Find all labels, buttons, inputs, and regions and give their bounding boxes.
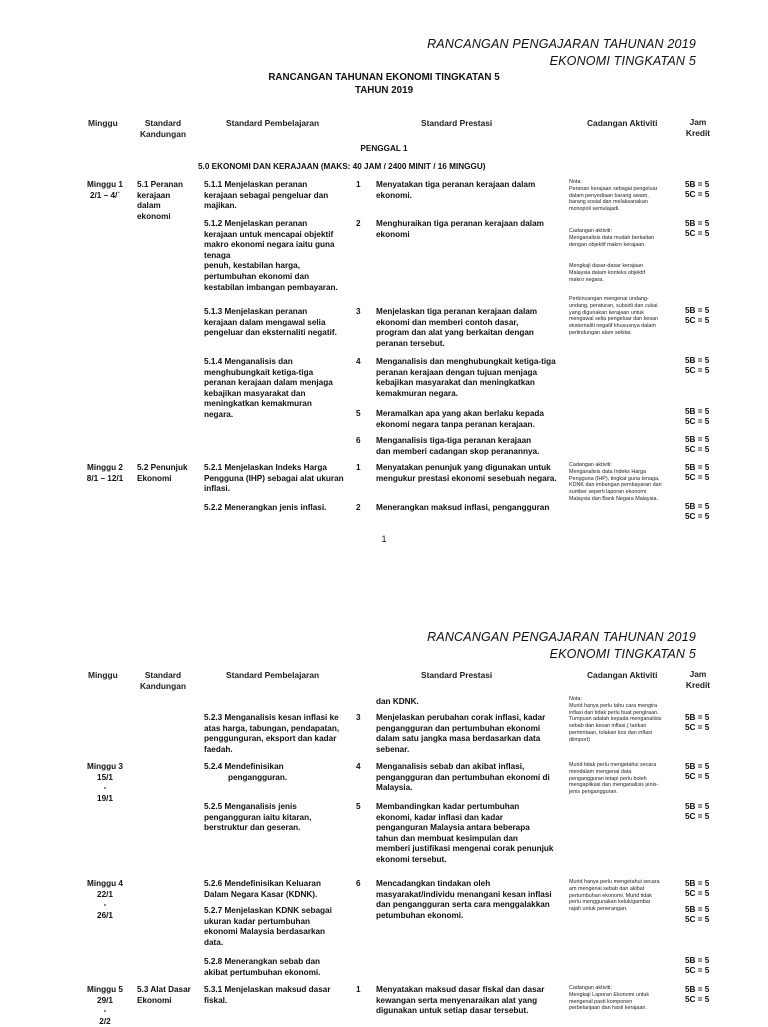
aktiviti-note-pengangguran: [569, 762, 681, 796]
pr-line: Menjelaskan perubahan corak inflasi, kadar: [376, 713, 546, 722]
col-jam-line1: Jam: [689, 117, 707, 127]
sp-line: 5.1.4 Menganalisis dan: [204, 357, 293, 366]
level-number: 3: [356, 713, 361, 722]
prestasi-p2-w5-1: [376, 985, 566, 1017]
jam-5c: 5C = 5: [685, 189, 710, 199]
ca-line: perbelanjaan dan hasil kerajaan.: [569, 1005, 647, 1012]
prestasi-p2-3: [376, 713, 566, 755]
jam-5c: 5C = 5: [685, 994, 710, 1004]
jam-5b: 5B = 5: [685, 956, 710, 965]
sk-line: 5.3 Alat Dasar: [137, 985, 191, 994]
ca-line: mendalam mengenai data: [569, 768, 632, 775]
pr-line: dalam satu jangka masa berdasarkan data: [376, 734, 541, 744]
jam-kredit: [685, 356, 725, 376]
jam-kredit: [685, 713, 725, 733]
jam-5c: 5C = 5: [685, 965, 710, 975]
jam-kredit: [685, 180, 725, 200]
ca-line: KDNK dan imbangan pembayaran dari: [569, 482, 662, 489]
sp-line: kestabilan imbangan pembayaran.: [204, 282, 338, 292]
ca-line: undang, peraturan, subsidi dan cukai: [569, 302, 658, 309]
level-number: 3: [356, 307, 361, 316]
col-jam-kredit: [680, 669, 716, 690]
level-number: 1: [356, 985, 361, 994]
pr-line: kebajikan masyarakat dan meningkatkan: [376, 378, 535, 388]
sp-line: 5.2.2 Menerangkan jenis inflasi.: [204, 503, 327, 512]
col-jam-line2: Kredit: [685, 127, 711, 138]
pr-line: ekonomi.: [376, 190, 412, 200]
jam-kredit: [685, 435, 725, 455]
aktiviti-note-pertumbuhan: [569, 879, 681, 913]
sp-5-2-4: [204, 762, 354, 783]
ca-line: mengawal selia pengeluar dan kesan: [569, 316, 659, 323]
col-standard-pembelajaran: Standard Pembelajaran: [226, 670, 320, 680]
week-4-end: 26/1: [97, 910, 113, 920]
sp-5-3-1: [204, 985, 354, 1006]
pr-line: Menganalisis sebab dan akibat inflasi,: [376, 762, 525, 771]
jam-5c: 5C = 5: [685, 771, 710, 781]
header-line-1: RANCANGAN PENGAJARAN TAHUNAN 2019: [427, 37, 696, 51]
pr-line: pengangguran dan pertumbuhan ekonomi di: [376, 772, 550, 782]
jam-kredit: [685, 407, 725, 427]
sk-5-1: [137, 180, 197, 222]
ca-line: dengan objektif makro kerajaan.: [569, 241, 646, 248]
sp-5-2-8: [204, 957, 354, 978]
week-4-label: Minggu 4: [87, 879, 123, 888]
week-3-start: 15/1: [97, 772, 113, 782]
pr-line: Menganalisis tiga-tiga peranan kerajaan: [376, 436, 532, 445]
pr-line: kewangan serta menyenaraikan alat yang: [376, 995, 538, 1005]
week-5-label: Minggu 5: [87, 985, 123, 994]
unit-title: 5.0 EKONOMI DAN KERAJAAN (MAKS: 40 JAM / 2400 MINIT / 16 MINGGU): [198, 162, 486, 171]
ca-line: Menganalisis data mudah berkaitan: [569, 234, 655, 241]
sp-line: pengangguran iaitu kitaran,: [204, 812, 312, 822]
pr-line: Malaysia.: [376, 783, 413, 793]
sp-line: majikan.: [204, 201, 237, 211]
sp-line: penggunguran, eksport dan kadar: [204, 734, 337, 744]
week-4-dash: -: [103, 900, 107, 910]
week-1-date: 2/1 – 4/`: [89, 190, 121, 200]
pr-line: dan memberi cadangan skop peranannya.: [376, 446, 540, 456]
level-number: 4: [356, 357, 361, 366]
pr-line: peranan tersebut.: [376, 338, 445, 348]
jam-5b: 5B = 5: [685, 435, 710, 444]
col-standard-kandungan: [128, 670, 198, 691]
sp-line: peranan kerajaan dalam menjaga: [204, 378, 333, 388]
ca-line: permintaan, tolakan kos dan inflasi: [569, 729, 653, 736]
jam-5b: 5B = 5: [685, 180, 710, 189]
sp-line: atas harga, tabungan, pendapatan,: [204, 723, 340, 733]
penggal-label: PENGGAL 1: [360, 144, 408, 153]
week-1-label: Minggu 1: [87, 180, 123, 189]
sp-line: pengeluar dan eksternaliti negatif.: [204, 328, 337, 338]
ca-line: eksternaliti negatif khususnya dalam: [569, 323, 656, 330]
header-line-2: EKONOMI TINGKATAN 5: [549, 54, 696, 68]
jam-kredit: [685, 502, 725, 522]
sp-line: ukuran kadar pertumbuhan: [204, 916, 311, 926]
pr-line: Menyatakan penunjuk yang digunakan untuk: [376, 463, 551, 472]
header-line-2: EKONOMI TINGKATAN 5: [549, 647, 696, 661]
sp-line: 5.2.8 Menerangkan sebab dan: [204, 957, 321, 966]
pr-line: Menerangkan maksud inflasi, pengangguran: [376, 503, 550, 512]
col-sk-line1: Standard: [144, 670, 182, 680]
ca-line: Murid hanya perlu mengetahui secara: [569, 879, 660, 885]
jam-5b: 5B = 5: [685, 762, 710, 771]
jam-5c: 5C = 5: [685, 472, 710, 482]
pr-line: petumbuhan ekonomi.: [376, 910, 464, 920]
sk-line: dalam: [137, 201, 161, 211]
week-5-dash: -: [103, 1006, 107, 1016]
week-5: [78, 985, 132, 1027]
week-3: [78, 762, 132, 804]
col-jam-kredit: [680, 117, 716, 138]
aktiviti-note-3: [569, 263, 679, 283]
sp-line: 5.2.6 Mendefinisikan Keluaran: [204, 879, 321, 888]
col-standard-pembelajaran: Standard Pembelajaran: [226, 118, 320, 128]
sp-line: inflasi.: [204, 484, 230, 494]
prestasi-4: [376, 357, 562, 399]
jam-5b: 5B = 5: [685, 407, 710, 416]
prestasi-6: [376, 436, 562, 457]
ca-line: Nota:: [569, 179, 582, 185]
pr-line: penganguran Malaysia antara beberapa: [376, 823, 530, 833]
sp-line: 5.2.1 Menjelaskan Indeks Harga: [204, 463, 327, 472]
pr-line: ekonomi: [376, 229, 410, 239]
prestasi-3: [376, 307, 562, 349]
aktiviti-note-fiskal: [569, 985, 681, 1012]
jam-kredit: [685, 306, 725, 326]
col-cadangan-aktiviti: Cadangan Aktiviti: [587, 118, 658, 128]
level-number: 1: [356, 180, 361, 189]
sp-line: tenaga: [204, 250, 231, 260]
ca-line: monopoli semulajadi.: [569, 206, 620, 213]
sp-line: kerajaan sebagai pengeluar dan: [204, 190, 329, 200]
ca-line: jenis pengangguran.: [569, 789, 618, 796]
ca-line: Peranan kerajaan sebagai pengeluar: [569, 185, 658, 192]
level-number: 6: [356, 436, 361, 445]
week-5-end: 2/2: [99, 1016, 111, 1026]
col-jam-line1: Jam: [689, 669, 707, 679]
ca-line: Nota:: [569, 696, 582, 702]
sp-line: akibat pertumbuhan ekonomi.: [204, 967, 321, 977]
jam-5b: 5B = 5: [685, 502, 710, 511]
ca-line: Mengkaji Laporan Ekonomi untuk: [569, 991, 650, 998]
pr-line: Mencadangkan tindakan oleh: [376, 879, 491, 888]
page-header: [427, 629, 696, 663]
sp-line: data.: [204, 937, 224, 947]
jam-5b: 5B = 5: [685, 879, 710, 888]
sp-line: 5.2.5 Menganalisis jenis: [204, 802, 297, 811]
sp-5-2-2: [204, 503, 354, 514]
jam-5b: 5B = 5: [685, 802, 710, 811]
jam-kredit: [685, 762, 725, 782]
sp-line: Pengguna (IHP) sebagai alat ukuran: [204, 473, 344, 483]
col-cadangan-aktiviti: Cadangan Aktiviti: [587, 670, 658, 680]
jam-5c: 5C = 5: [685, 444, 710, 454]
sp-line: berstruktur dan geseran.: [204, 823, 301, 833]
ca-line: am mengenai sebab dan akibat: [569, 885, 645, 892]
jam-5c: 5C = 5: [685, 722, 710, 732]
jam-5b: 5B = 5: [685, 905, 710, 914]
aktiviti-note-1: [569, 179, 679, 213]
sk-line: kerajaan: [137, 190, 171, 200]
jam-kredit: [685, 956, 725, 976]
jam-5b: 5B = 5: [685, 463, 710, 472]
ca-line: mengenal pasti komponen: [569, 998, 633, 1005]
sk-line: Ekonomi: [137, 473, 172, 483]
level-number: 2: [356, 219, 361, 228]
sk-5-2: [137, 463, 197, 484]
prestasi-continued: dan KDNK.: [376, 697, 419, 706]
pr-line: Menganalisis dan menghubungkait ketiga-tiga: [376, 357, 556, 366]
sp-line: 5.2.7 Menjelaskan KDNK sebagai: [204, 906, 332, 915]
sp-5-1-4: [204, 357, 352, 421]
pr-line: Menjelaskan tiga peranan kerajaan dalam: [376, 307, 538, 316]
pr-line: kemakmuran negara.: [376, 388, 458, 398]
document-title: RANCANGAN TAHUNAN EKONOMI TINGKATAN 5: [268, 72, 500, 83]
pr-line: dan pengangguran serta cara menggalakkan: [376, 900, 550, 910]
aktiviti-note-w2: [569, 462, 681, 503]
ca-line: diimport): [569, 736, 590, 743]
col-sk-line2: Kandungan: [139, 128, 187, 139]
col-jam-line2: Kredit: [685, 679, 711, 690]
jam-5b: 5B = 5: [685, 219, 710, 228]
jam-5c: 5C = 5: [685, 811, 710, 821]
ca-line: sumber seperti laporan ekonomi: [569, 489, 647, 496]
sp-5-1-2: [204, 219, 352, 293]
week-2-label: Minggu 2: [87, 463, 123, 472]
ca-line: yang digunakan kerajaan untuk: [569, 309, 644, 316]
jam-5b: 5B = 5: [685, 356, 710, 365]
pr-line: pengangguran dan pertumbuhan ekonomi: [376, 723, 541, 733]
sp-line: penuh, kestabilan harga,: [204, 261, 300, 271]
jam-kredit: [685, 879, 725, 899]
level-number: 1: [356, 463, 361, 472]
pr-line: ekonomi negara tanpa peranan kerajaan.: [376, 419, 535, 429]
ca-line: Murid hanya perlu tahu cara mengira: [569, 702, 658, 709]
week-1: [78, 180, 132, 201]
ca-line: Pengguna (IHP), tingkat guna tenaga,: [569, 475, 660, 482]
ca-line: pertumbuhan ekonomi. Murid tidak: [569, 892, 652, 899]
level-number: 2: [356, 503, 361, 512]
sp-line: 5.3.1 Menjelaskan maksud dasar: [204, 985, 331, 994]
level-number: 5: [356, 409, 361, 418]
sk-line: ekonomi: [137, 211, 171, 221]
pr-line: sebenar.: [376, 744, 410, 754]
sp-line: 5.2.3 Menganalisis kesan inflasi ke: [204, 713, 339, 722]
week-4: [78, 879, 132, 921]
pr-line: Menyatakan tiga peranan kerajaan dalam: [376, 180, 536, 189]
ca-line: Tumpuan adalah kepada menganalisis: [569, 716, 662, 723]
pr-line: Menghuraikan tiga peranan kerajaan dalam: [376, 219, 544, 228]
jam-5c: 5C = 5: [685, 888, 710, 898]
col-standard-prestasi: Standard Prestasi: [421, 670, 493, 680]
jam-kredit: [685, 905, 725, 925]
jam-kredit: [685, 985, 725, 1005]
pr-line: ekonomi, kadar inflasi dan kadar: [376, 812, 503, 822]
sp-5-2-3: [204, 713, 354, 755]
sk-line: Ekonomi: [137, 995, 172, 1005]
ca-line: Cadangan aktiviti:: [569, 985, 612, 991]
sp-line: negara.: [204, 409, 234, 419]
ca-line: perlu menggunakan keluk/gambar: [569, 899, 651, 906]
pr-line: program dan alat yang berkaitan dengan: [376, 328, 534, 338]
aktiviti-note-2: [569, 228, 679, 248]
ca-line: inflasi dan tidak perlu buat pengiraan.: [569, 709, 659, 716]
pr-line: memberi justifikasi mengenai corak penunjuk: [376, 844, 554, 854]
prestasi-p2-5: [376, 802, 566, 866]
sp-line: Dalam Negara Kasar (KDNK).: [204, 889, 318, 899]
week-5-start: 29/1: [97, 995, 113, 1005]
col-standard-prestasi: Standard Prestasi: [421, 118, 493, 128]
ca-line: Murid tidak perlu mengetahui secara: [569, 762, 657, 768]
sp-line: makro ekonomi negara iaitu guna: [204, 240, 335, 250]
prestasi-5: [376, 409, 562, 430]
sp-line: kebajikan masyarakat dan: [204, 388, 306, 398]
pr-line: ekonomi tersebut.: [376, 854, 447, 864]
sp-5-2-6: [204, 879, 354, 900]
pr-line: tahun dan membuat kesimpulan dan: [376, 833, 518, 843]
week-3-dash: -: [103, 783, 107, 793]
prestasi-2: [376, 219, 562, 240]
ca-line: sebab dan kesan inflasi.( tarikan: [569, 723, 647, 730]
sp-line: 5.1.2 Menjelaskan peranan: [204, 219, 308, 228]
aktiviti-note-inflasi: [569, 696, 681, 744]
sp-5-1-3: [204, 307, 352, 339]
prestasi-1: [376, 180, 562, 201]
jam-5c: 5C = 5: [685, 914, 710, 924]
ca-line: dalam penyediaan barang awam,: [569, 192, 649, 199]
sp-5-2-7: [204, 906, 354, 948]
prestasi-p2-4: [376, 762, 566, 794]
ca-line: Mengkaji dasar-dasar kerajaan: [569, 263, 644, 269]
jam-kredit: [685, 219, 725, 239]
col-sk-line1: Standard: [144, 118, 182, 128]
sp-line: fiskal.: [204, 995, 228, 1005]
level-number: 5: [356, 802, 361, 811]
sp-line: 5.2.4 Mendefinisikan: [204, 762, 284, 771]
jam-5b: 5B = 5: [685, 985, 710, 994]
header-line-1: RANCANGAN PENGAJARAN TAHUNAN 2019: [427, 630, 696, 644]
jam-5c: 5C = 5: [685, 365, 710, 375]
pr-line: ekonomi dan memberi contoh dasar,: [376, 317, 519, 327]
ca-line: Menganalisis data Indeks Harga: [569, 468, 647, 475]
sp-line: 5.1.1 Menjelaskan peranan: [204, 180, 308, 189]
jam-5b: 5B = 5: [685, 713, 710, 722]
pr-line: Membandingkan kadar pertumbuhan: [376, 802, 520, 811]
week-3-label: Minggu 3: [87, 762, 123, 771]
sp-line: meningkatkan kemakmuran: [204, 399, 312, 409]
sk-line: 5.2 Penunjuk: [137, 463, 188, 472]
sp-5-1-1: [204, 180, 352, 212]
jam-5c: 5C = 5: [685, 315, 710, 325]
sp-line: pertumbuhan ekonomi dan: [204, 271, 310, 281]
jam-5c: 5C = 5: [685, 511, 710, 521]
sk-5-3: [137, 985, 201, 1006]
ca-line: pengangguran tetapi perlu boleh: [569, 775, 647, 782]
page-header: [427, 36, 696, 70]
ca-line: Perbincangan mengenai undang-: [569, 296, 649, 302]
week-2: [78, 463, 132, 484]
pr-line: Meramalkan apa yang akan berlaku kepada: [376, 409, 544, 418]
document-year: TAHUN 2019: [354, 85, 414, 96]
week-2-date: 8/1 – 12/1: [86, 473, 124, 483]
sp-line: menghubungkait ketiga-tiga: [204, 367, 314, 377]
aktiviti-note-4: [569, 296, 681, 337]
pr-line: peranan kerajaan dengan tujuan menjaga: [376, 367, 538, 377]
sp-line: pengangguran.: [228, 772, 288, 782]
jam-kredit: [685, 463, 725, 483]
jam-5b: 5B = 5: [685, 306, 710, 315]
ca-line: Cadangan aktiviti:: [569, 228, 612, 234]
col-minggu: Minggu: [88, 118, 118, 128]
sp-line: faedah.: [204, 744, 233, 754]
level-number: 4: [356, 762, 361, 771]
ca-line: barang sosial dan melaksanakan: [569, 199, 648, 206]
week-3-end: 19/1: [97, 793, 113, 803]
week-4-start: 22/1: [97, 889, 113, 899]
prestasi-w2-1: [376, 463, 566, 484]
ca-line: makro negara.: [569, 276, 604, 283]
sp-5-2-1: [204, 463, 354, 495]
pr-line: mengukur prestasi ekonomi sesebuah negara.: [376, 473, 557, 483]
sk-line: 5.1 Peranan: [137, 180, 183, 189]
page-number: 1: [381, 534, 387, 544]
prestasi-p2-6: [376, 879, 566, 921]
col-sk-line2: Kandungan: [139, 680, 187, 691]
sp-line: ekonomi Malaysia berdasarkan: [204, 927, 326, 937]
ca-line: mengaplikasi dan menganalisis jenis-: [569, 782, 659, 789]
ca-line: rajah untuk penerangan.: [569, 906, 628, 913]
pr-line: digunakan untuk setiap dasar tersebut.: [376, 1006, 529, 1016]
sp-5-2-5: [204, 802, 354, 834]
ca-line: perlindungan alam sekitar.: [569, 329, 632, 336]
col-minggu: Minggu: [88, 670, 118, 680]
ca-line: Malaysia dan Bank Negara Malaysia.: [569, 495, 658, 502]
pr-line: Menyatakan maksud dasar fiskal dan dasar: [376, 985, 545, 994]
jam-5c: 5C = 5: [685, 416, 710, 426]
pr-line: masyarakat/individu menangani kesan inflasi: [376, 889, 552, 899]
ca-line: Cadangan aktiviti:: [569, 462, 612, 468]
sp-line: 5.1.3 Menjelaskan peranan: [204, 307, 308, 316]
level-number: 6: [356, 879, 361, 888]
ca-line: Malaysia dalam konteks objektif: [569, 269, 646, 276]
col-standard-kandungan: [128, 118, 198, 139]
sp-line: kerajaan dalam mengawal selia: [204, 317, 326, 327]
prestasi-w2-2: [376, 503, 566, 514]
sp-line: kerajaan untuk mencapai objektif: [204, 229, 334, 239]
jam-kredit: [685, 802, 725, 822]
jam-5c: 5C = 5: [685, 228, 710, 238]
